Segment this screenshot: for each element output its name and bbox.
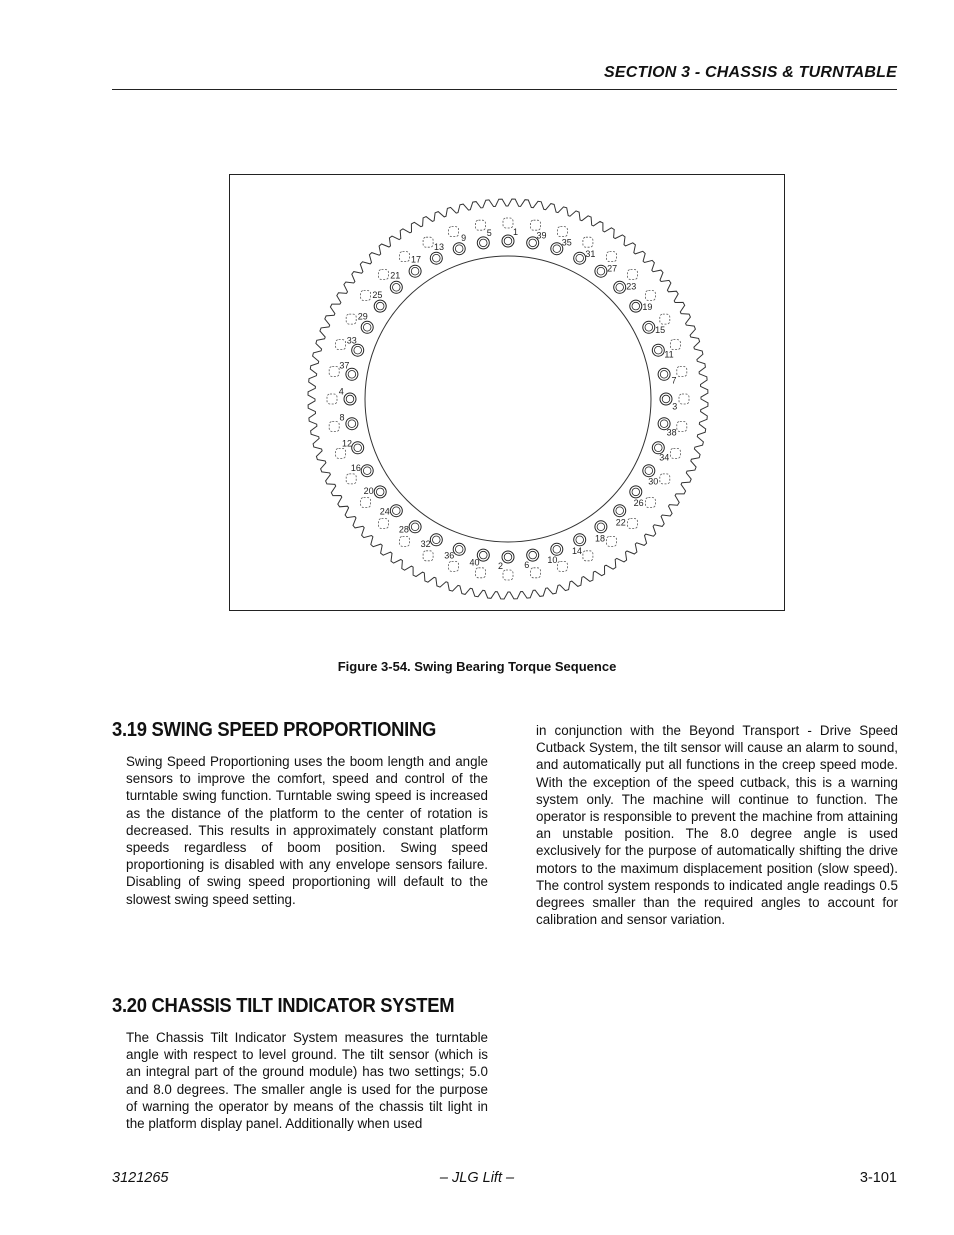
outer-bolt: [400, 252, 410, 262]
outer-bolt: [645, 498, 655, 508]
swing-bearing-diagram: [230, 175, 786, 612]
bolt-sequence-label: 3: [672, 401, 678, 412]
inner-bolt-core: [354, 444, 362, 452]
inner-bolt-core: [433, 536, 441, 544]
inner-bolt-core: [376, 302, 384, 310]
bolt-sequence-label: 35: [561, 237, 572, 248]
inner-bolt-core: [645, 324, 653, 332]
inner-bolt-core: [376, 488, 384, 496]
outer-bolt: [327, 394, 337, 404]
bolt-sequence-label: 15: [655, 325, 666, 335]
inner-bolt-core: [346, 395, 354, 403]
bolt-sequence-label: 11: [664, 349, 674, 360]
bolt-sequence-label: 13: [433, 241, 445, 252]
bolt-sequence-label: 19: [642, 302, 653, 312]
inner-bolt: [551, 543, 563, 555]
inner-bolt: [409, 521, 421, 533]
outer-bolt: [660, 314, 670, 324]
footer-doc-number: 3121265: [112, 1170, 169, 1186]
outer-bolt: [476, 568, 486, 578]
outer-bolt: [361, 291, 371, 301]
inner-bolt-core: [662, 395, 670, 403]
inner-bolt-core: [597, 523, 605, 531]
outer-bolt: [645, 291, 655, 301]
outer-bolt: [336, 340, 346, 350]
bolt-sequence-label: 5: [486, 228, 492, 238]
bolt-sequence-label: 39: [536, 230, 547, 241]
outer-bolt: [476, 220, 486, 230]
inner-bolt-core: [411, 267, 419, 275]
inner-bolt-core: [576, 254, 584, 262]
outer-bolt: [670, 448, 680, 458]
bolt-sequence-label: 14: [571, 546, 583, 557]
section-heading-3-20: 3.20 CHASSIS TILT INDICATOR SYSTEM: [112, 995, 455, 1017]
inner-bolt-core: [660, 420, 668, 428]
bolt-sequence-label: 31: [585, 248, 596, 259]
inner-bolt-core: [660, 371, 668, 379]
inner-bolt-core: [363, 467, 371, 475]
bolt-sequence-label: 21: [390, 270, 401, 281]
bolt-sequence-label: 20: [363, 486, 374, 496]
outer-bolt: [628, 519, 638, 529]
outer-bolt: [449, 561, 459, 571]
outer-bolt: [670, 340, 680, 350]
bolt-sequence-label: 2: [497, 560, 504, 571]
outer-bolt: [346, 474, 356, 484]
inner-bolt-core: [480, 551, 488, 559]
section-3-19-body: [126, 753, 488, 908]
bolt-sequence-label: 10: [547, 555, 558, 565]
figure-swing-bearing: [229, 174, 785, 611]
inner-bore-circle: [365, 256, 651, 542]
bolt-sequence-label: 34: [659, 452, 670, 463]
section-header: SECTION 3 - CHASSIS & TURNTABLE: [603, 64, 897, 81]
outer-bolt: [449, 227, 459, 237]
inner-bolt: [502, 551, 514, 563]
outer-bolt: [379, 270, 389, 280]
bolt-sequence-label: 38: [666, 427, 677, 438]
inner-bolt: [660, 393, 672, 405]
gear-teeth-outline: [308, 199, 708, 599]
inner-bolt-core: [576, 536, 584, 544]
bolt-sequence-label: 30: [648, 476, 659, 487]
bolt-sequence-label: 28: [398, 524, 409, 535]
bolt-sequence-label: 4: [338, 386, 344, 397]
inner-bolt: [344, 393, 356, 405]
paragraph: Swing Speed Proportioning uses the boom length and angle sensors to improve the comfort, speed and control of the turntable swing function. Turntable swing speed is increased as the distance of the platform to the center of rotation is decreased. This results in approximately constant platform speeds regardless of boom position. Swing speed proportioning is disabled with any envelope sensors failure. Disabling of swing speed proportioning will default to the slowest swing speed setting.: [126, 754, 488, 907]
outer-bolt: [607, 252, 617, 262]
outer-bolt: [423, 551, 433, 561]
outer-bolt: [583, 551, 593, 561]
inner-bolt-core: [363, 324, 371, 332]
inner-bolt-core: [348, 371, 356, 379]
outer-bolt: [329, 367, 339, 377]
bolt-sequence-label: 24: [379, 506, 390, 517]
bolt-sequence-label: 29: [357, 311, 368, 322]
outer-bolt: [329, 422, 339, 432]
section-3-20-body-left: [126, 1029, 488, 1132]
inner-bolt-core: [553, 546, 561, 554]
inner-bolt-core: [655, 346, 663, 354]
outer-bolt: [531, 220, 541, 230]
inner-bolt-core: [655, 444, 663, 452]
outer-bolt: [503, 218, 513, 228]
inner-bolt-core: [529, 551, 537, 559]
bolt-sequence-label: 40: [469, 557, 480, 568]
bolt-sequence-label: 26: [633, 498, 644, 509]
outer-bolt: [607, 536, 617, 546]
figure-caption: Figure 3-54. Swing Bearing Torque Sequence: [337, 659, 617, 674]
bolt-sequence-label: 37: [339, 360, 350, 371]
outer-bolt: [677, 422, 687, 432]
inner-bolt-core: [455, 245, 463, 253]
inner-bolt-core: [455, 546, 463, 554]
outer-bolt: [346, 314, 356, 324]
inner-bolt-core: [393, 284, 401, 292]
section-3-20-body-right: [536, 722, 898, 928]
outer-bolt: [660, 474, 670, 484]
bolt-sequence-label: 7: [671, 375, 677, 386]
paragraph: in conjunction with the Beyond Transport - Drive Speed Cutback System, the tilt sensor will cause an alarm to sound, and automatically put all functions in the creep speed mode. With the exception of the speed cutback, this is a warning system only. The machine will continue to function. The operator is responsible to prevent the machine from attaining an unstable position. The 8.0 degree angle is used exclusively for the purpose of automatically shifting the drive motors to the maximum displacement position (slow speed). The control system responds to indicated angle readings 0.5 degrees smaller than the required angles to account for calibration and sensor variation.: [536, 723, 898, 928]
bolt-sequence-label: 33: [346, 335, 357, 346]
inner-bolt: [614, 505, 626, 517]
bolt-sequence-label: 12: [341, 438, 353, 449]
bolt-sequence-label: 25: [372, 289, 383, 300]
header-rule: [112, 89, 897, 90]
inner-bolt-core: [632, 302, 640, 310]
bolt-sequence-label: 6: [524, 560, 530, 570]
inner-bolt-core: [504, 237, 512, 245]
section-heading-3-19: 3.19 SWING SPEED PROPORTIONING: [112, 719, 437, 741]
outer-bolt: [361, 498, 371, 508]
inner-bolt: [630, 486, 642, 498]
inner-bolt: [630, 300, 642, 312]
inner-bolt-core: [632, 488, 640, 496]
bolt-sequence-label: 8: [339, 412, 345, 423]
bolt-sequence-label: 36: [444, 550, 455, 561]
outer-bolt: [677, 367, 687, 377]
inner-bolt-core: [504, 553, 512, 561]
inner-bolt-core: [480, 239, 488, 247]
outer-bolt: [503, 570, 513, 580]
bolt-sequence-label: 16: [350, 463, 361, 473]
inner-bolt-core: [529, 239, 537, 247]
inner-bolt-core: [393, 507, 401, 515]
outer-bolt: [679, 394, 689, 404]
outer-bolt: [531, 568, 541, 578]
inner-bolt-core: [616, 507, 624, 515]
outer-bolt: [423, 237, 433, 247]
outer-bolt-ring: [327, 218, 689, 580]
footer-publisher: – JLG Lift –: [439, 1170, 515, 1186]
outer-bolt: [336, 448, 346, 458]
bolt-sequence-label: 22: [615, 517, 626, 528]
outer-bolt: [557, 561, 567, 571]
bolt-sequence-label: 18: [594, 533, 606, 544]
bolt-sequence-label: 23: [626, 281, 637, 292]
outer-bolt: [400, 536, 410, 546]
inner-bolt-core: [645, 467, 653, 475]
inner-bolt-core: [553, 245, 561, 253]
inner-bolt-ring: [339, 227, 678, 571]
footer-page-number: 3-101: [859, 1170, 897, 1186]
outer-bolt: [557, 227, 567, 237]
inner-bolt: [643, 465, 655, 477]
inner-bolt: [574, 534, 586, 546]
inner-bolt-core: [597, 267, 605, 275]
bolt-sequence-label: 1: [512, 227, 519, 238]
inner-bolt-core: [354, 346, 362, 354]
paragraph: The Chassis Tilt Indicator System measures the turntable angle with respect to level ground. The tilt sensor (which is an integral part of the ground module) has two settings; 5.0 and 8.0 degrees. The smaller angle is used for the purpose of warning the operator by means of the chassis tilt light in the platform display panel. Additionally when used: [126, 1030, 488, 1132]
outer-bolt: [379, 519, 389, 529]
bolt-sequence-label: 32: [420, 539, 431, 550]
inner-bolt-core: [433, 254, 441, 262]
inner-bolt-core: [616, 284, 624, 292]
inner-bolt-core: [348, 420, 356, 428]
bolt-sequence-label: 27: [607, 263, 618, 274]
outer-bolt: [583, 237, 593, 247]
bolt-sequence-label: 17: [410, 254, 422, 265]
outer-bolt: [628, 270, 638, 280]
bolt-sequence-label: 9: [461, 233, 467, 243]
inner-bolt-core: [411, 523, 419, 531]
